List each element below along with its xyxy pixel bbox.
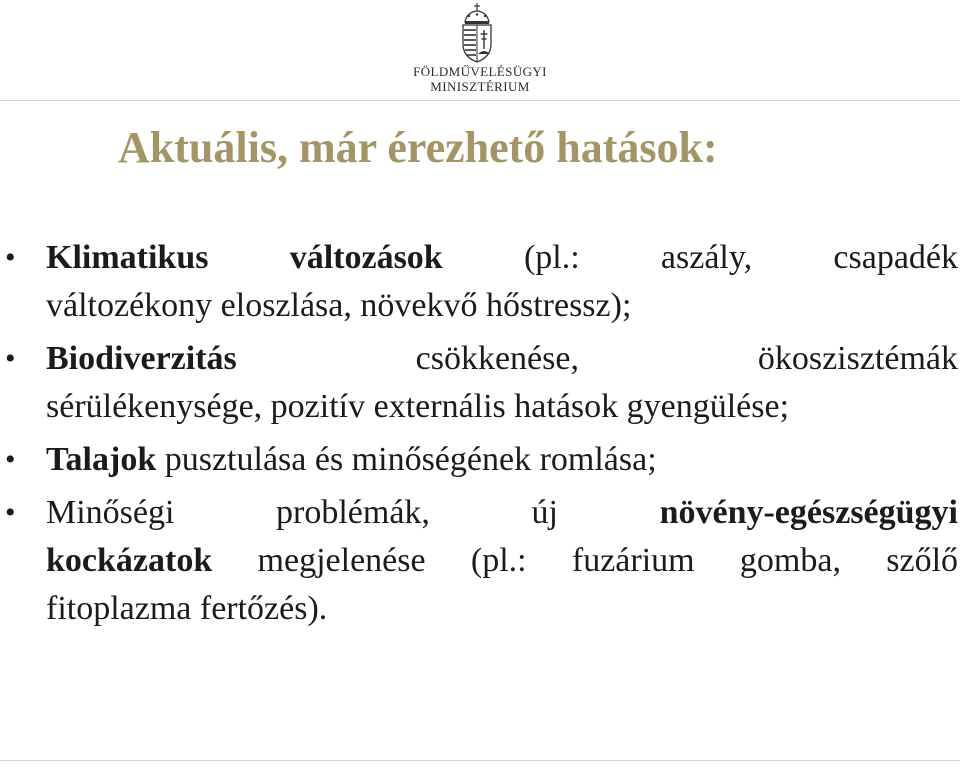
ministry-line-2: MINISZTÉRIUM	[430, 79, 530, 94]
line-text: megjelenése (pl.: fuzárium gomba, szőlő	[257, 542, 959, 579]
bold-term: kockázatok	[46, 542, 213, 579]
header-divider	[0, 100, 960, 101]
line-text: pusztulása és minőségének romlása;	[164, 441, 657, 478]
bullet-item-biodiversity	[0, 335, 960, 431]
ministry-line-1: FÖLDMŰVELÉSÜGYI	[413, 64, 547, 79]
bold-term: Biodiverzitás	[46, 340, 237, 377]
bullet-item-soil	[0, 436, 960, 484]
bullet-line	[46, 537, 958, 585]
bullet-line	[46, 234, 958, 282]
bullet-line	[46, 335, 958, 383]
bullet-line: fitoplazma fertőzés).	[46, 590, 328, 627]
ministry-name	[380, 64, 580, 94]
hungarian-coat-of-arms-icon	[459, 2, 495, 64]
line-text: Minőségi problémák, új	[46, 494, 558, 531]
bullet-line: változékony eloszlása, növekvő hőstressz);	[46, 287, 632, 324]
bullet-dot-icon: •	[5, 241, 16, 274]
bullet-line	[46, 436, 958, 484]
footer-divider	[0, 760, 960, 761]
header	[0, 0, 960, 104]
bullet-line: sérülékenysége, pozitív externális hatások gyengülése;	[46, 388, 790, 425]
bullet-dot-icon: •	[5, 443, 16, 476]
line-text: (pl.: aszály, csapadék	[523, 239, 958, 276]
slide-title: Aktuális, már érezhető hatások:	[118, 123, 718, 172]
bold-term: Klimatikus változások	[46, 239, 443, 276]
line-text: csökkenése, ökoszisztémák	[415, 340, 958, 377]
bullet-item-quality	[0, 489, 960, 633]
bullet-line	[46, 489, 958, 537]
bold-term: Talajok	[46, 441, 157, 478]
bullet-dot-icon: •	[5, 342, 16, 375]
bullet-dot-icon: •	[5, 496, 16, 529]
bold-term: növény-egészségügyi	[659, 494, 958, 531]
bullet-list	[0, 234, 960, 633]
bullet-item-climate	[0, 234, 960, 330]
